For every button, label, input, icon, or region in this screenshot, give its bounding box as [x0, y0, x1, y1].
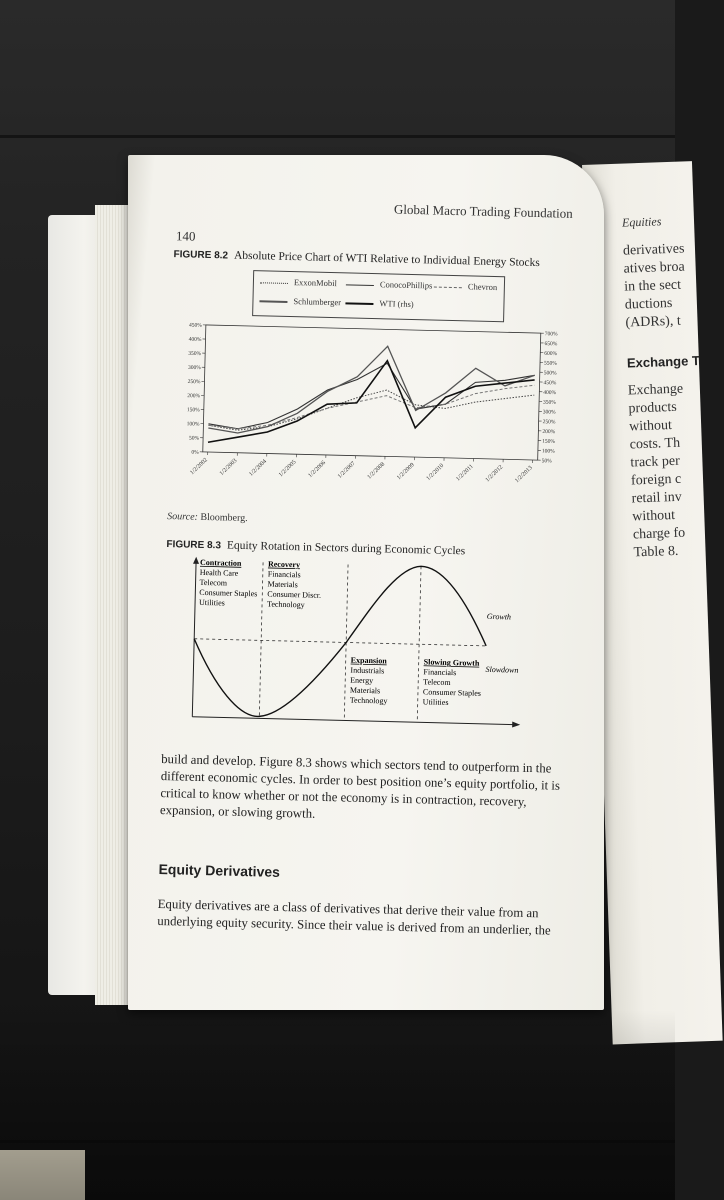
phase-title-expansion: Expansion	[350, 655, 387, 666]
x-tick-label: 1/2/2011	[455, 463, 475, 483]
page-number: 140	[175, 228, 196, 244]
x-tick-label: 1/2/2002	[189, 457, 209, 477]
legend-label: ConocoPhillips	[379, 279, 433, 291]
page-content	[107, 155, 604, 1021]
x-tick-label: 1/2/2008	[366, 461, 387, 481]
y-left-tick-label: 0%	[191, 449, 199, 456]
arrow-right-icon	[512, 722, 520, 728]
phase-title-recovery: Recovery	[267, 559, 301, 570]
y-left-tick-label: 50%	[188, 435, 200, 442]
legend-item-conocophillips	[346, 278, 433, 290]
y-right-tick-label: 350%	[543, 399, 556, 406]
legend-item-wti	[345, 297, 413, 309]
phase-sector: Telecom	[199, 577, 228, 588]
cycle-x-axis	[192, 717, 514, 725]
y-left-tick-label: 450%	[188, 322, 202, 329]
y-right-tick-label: 400%	[543, 389, 557, 397]
body-paragraph: Equity derivatives are a class of derivatives that derive their value from an underlying equity security. Since their value is derived from an underlier, the	[157, 896, 551, 938]
source-text: Bloomberg.	[200, 511, 248, 525]
right-page-line: (ADRs), t	[625, 313, 682, 331]
right-page-line: ductions	[624, 295, 673, 313]
figure-8-2-caption	[173, 248, 540, 269]
legend-swatch	[345, 302, 373, 305]
phase-sector: Utilities	[198, 597, 225, 608]
legend-label: Schlumberger	[293, 296, 342, 308]
right-page-line: Exchange	[627, 381, 684, 399]
y-right-tick-label: 300%	[542, 409, 556, 416]
legend-swatch	[434, 286, 462, 288]
phase-sector: Technology	[349, 695, 388, 706]
body-paragraph: build and develop. Figure 8.3 shows which sectors tend to outperform in the different economic cycles. In order to best position one’s equity portfolio, it is critical to know whether or not the economy is in contraction, recovery, expansion, or slowing growth.	[159, 751, 561, 821]
figure-label: FIGURE 8.2	[173, 249, 229, 262]
cycle-diagram	[184, 557, 528, 735]
source-prefix: Source:	[167, 511, 199, 523]
x-tick-label: 1/2/2013	[514, 465, 534, 485]
y-left-tick-label: 150%	[186, 407, 200, 414]
y-right-tick-label: 250%	[542, 419, 556, 426]
legend-swatch	[260, 282, 288, 284]
phase-sector: Energy	[350, 675, 374, 686]
phase-sector: Utilities	[422, 697, 449, 707]
series-line-chevron	[208, 377, 534, 436]
y-right-tick-label: 450%	[543, 380, 557, 387]
slowdown-label: Slowdown	[485, 664, 519, 675]
legend-label: WTI (rhs)	[379, 298, 414, 310]
x-tick-label: 1/2/2012	[484, 464, 505, 484]
x-tick-label: 1/2/2005	[277, 459, 298, 479]
series-line-exxonmobil	[208, 386, 534, 438]
growth-label: Growth	[486, 611, 512, 622]
figure-title: Absolute Price Chart of WTI Relative to Individual Energy Stocks	[233, 249, 540, 270]
right-page-line: products	[628, 399, 677, 417]
book-page	[128, 155, 604, 1010]
section-heading: Equity Derivatives	[158, 860, 281, 880]
y-right-tick-label: 50%	[541, 458, 552, 465]
plot-frame	[203, 325, 541, 460]
right-page-line: without	[628, 418, 673, 435]
y-right-tick-label: 150%	[542, 438, 556, 445]
phase-sector: Health Care	[199, 567, 239, 578]
figure-title: Equity Rotation in Sectors during Economic Cycles	[226, 539, 466, 558]
y-left-tick-label: 300%	[187, 364, 201, 372]
legend-swatch	[259, 300, 287, 303]
legend-item-schlumberger	[259, 295, 341, 307]
phase-sector: Financials	[423, 667, 457, 678]
y-right-tick-label: 600%	[544, 350, 558, 358]
right-page-line: foreign c	[630, 471, 682, 489]
phase-sector: Technology	[266, 599, 305, 610]
phase-title-contraction: Contraction	[199, 557, 242, 568]
x-tick-label: 1/2/2010	[425, 462, 446, 482]
x-tick-label: 1/2/2007	[337, 460, 357, 480]
trend-dashed-line	[194, 639, 486, 646]
y-right-tick-label: 700%	[544, 331, 558, 338]
right-page-line: derivatives	[622, 241, 685, 259]
phase-sector: Industrials	[350, 665, 385, 676]
right-page-line: in the sect	[624, 277, 682, 295]
x-tick-label: 1/2/2003	[218, 457, 239, 477]
legend-swatch	[346, 284, 374, 286]
series-line-schlumberger	[208, 342, 535, 440]
y-right-tick-label: 550%	[543, 360, 557, 367]
y-right-tick-label: 200%	[542, 428, 556, 436]
right-page-line: retail inv	[631, 489, 683, 507]
right-page-line: track per	[630, 453, 681, 471]
right-page-line: Table 8.	[633, 543, 679, 561]
phase-sector: Consumer Discr.	[267, 589, 322, 600]
y-left-tick-label: 350%	[188, 350, 202, 358]
phase-sector: Consumer Staples	[422, 687, 482, 698]
price-chart	[171, 316, 576, 516]
running-head: Global Macro Trading Foundation	[393, 201, 573, 221]
y-left-tick-label: 400%	[188, 336, 202, 343]
shadow-overlay	[0, 1010, 675, 1200]
series-line-wti-rhs	[208, 356, 535, 450]
right-page-heading: Exchange T	[626, 353, 701, 371]
y-right-tick-label: 500%	[543, 370, 557, 377]
y-right-tick-label: 650%	[544, 341, 558, 348]
phase-sector: Materials	[267, 579, 298, 590]
figure-8-3-caption	[166, 538, 465, 557]
y-left-tick-label: 100%	[186, 421, 200, 428]
right-page-line: costs. Th	[629, 435, 681, 453]
legend-label: ExxonMobil	[293, 277, 338, 289]
right-page-line: charge fo	[632, 525, 686, 543]
right-page-line: atives broa	[623, 259, 685, 277]
chart-legend	[252, 270, 505, 322]
right-page-header: Equities	[621, 214, 662, 230]
series-line-conocophillips	[208, 359, 535, 436]
arrow-up-icon	[193, 557, 199, 564]
x-tick-label: 1/2/2009	[396, 462, 416, 482]
legend-item-exxonmobil	[260, 276, 337, 288]
phase-title-slowing-growth: Slowing Growth	[423, 657, 480, 668]
legend-label: Chevron	[467, 281, 498, 293]
legend-item-chevron	[434, 281, 498, 293]
x-tick-label: 1/2/2004	[248, 458, 269, 478]
phase-sector: Materials	[349, 685, 381, 696]
y-right-tick-label: 100%	[541, 448, 555, 455]
phase-sector: Consumer Staples	[199, 587, 258, 599]
figure-source	[167, 511, 248, 524]
y-left-tick-label: 200%	[187, 393, 201, 400]
phase-sector: Telecom	[423, 677, 451, 688]
x-tick-label: 1/2/2006	[307, 460, 328, 480]
right-page-line: without	[632, 507, 676, 525]
phase-sector: Financials	[267, 569, 301, 580]
figure-label: FIGURE 8.3	[166, 539, 222, 552]
y-left-tick-label: 250%	[187, 378, 201, 386]
table-plank-seam	[0, 135, 675, 138]
